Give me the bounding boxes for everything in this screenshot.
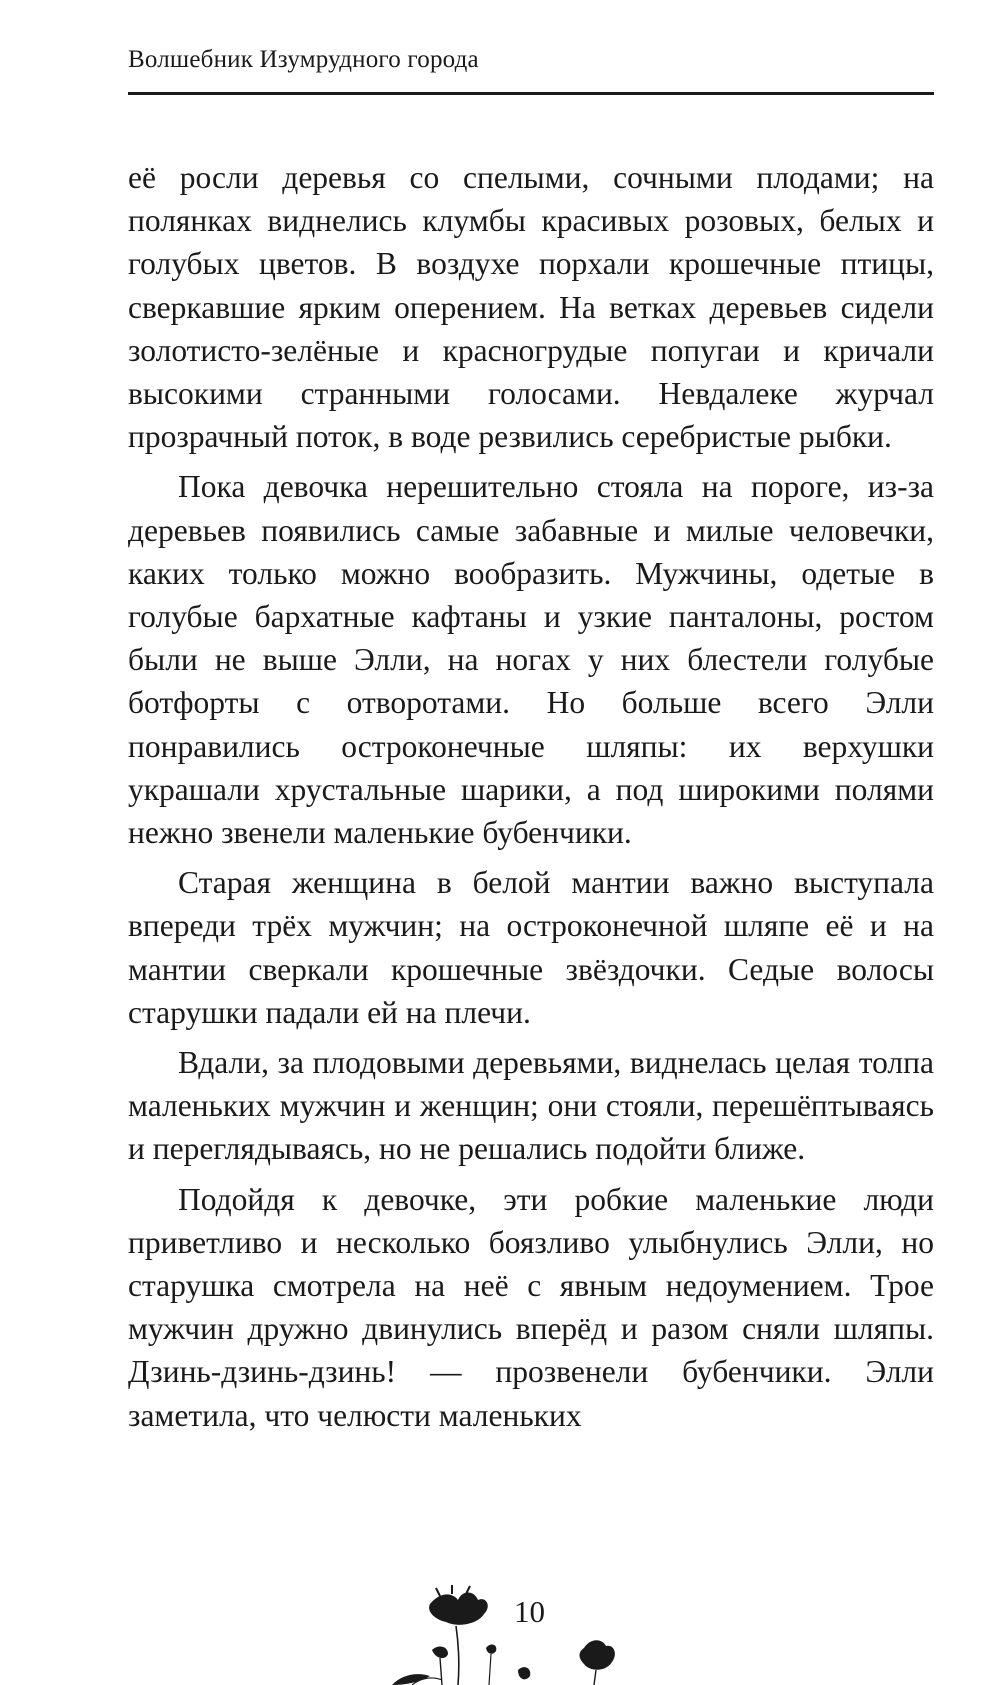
paragraph-2: Пока девочка нерешительно стояла на пороге, из-за деревьев появились самые забавные и милые человечки, каких только можно вообразить. Мужчины, одетые в голубые бархатные кафтаны и узкие панталоны, ростом были не выше Элли, на ногах у них блестели голубые ботфорты с отворотами. Но больше всего Элли понравились остроконечные шляпы: их верхушки украшали хрустальные шарики, а под широкими полями нежно звенели маленькие бубенчики.: [128, 469, 934, 851]
paragraph-3: Старая женщина в белой мантии важно выступала впереди трёх мужчин; на остроконечной шляпе её и на мантии сверкали крошечные звёздочки. Седые волосы старушки падали ей на плечи.: [128, 865, 934, 1030]
paragraph-1: её росли деревья со спелыми, сочными плодами; на полянках виднелись клумбы красивых розовых, белых и голубых цветов. В воздухе порхали крошечные птицы, сверкавшие ярким оперением. На ветках деревьев сидели золотисто-зелёные и красногрудые попугаи и кричали высокими странными голосами. Невдалеке журчал прозрачный поток, в воде резвились серебристые рыбки.: [128, 160, 934, 455]
paragraph-5: Подойдя к девочке, эти робкие маленькие люди приветливо и несколько боязливо улыбнулись Элли, но старушка смотрела на неё с явным недоумением. Трое мужчин дружно двинулись вперёд и разом сняли шляпы. Дзинь-дзинь-дзинь! — прозвенели бубенчики. Элли заметила, что челюсти маленьких: [128, 1181, 934, 1433]
bud-icon: [432, 1647, 448, 1685]
small-bud-icon: [486, 1644, 496, 1685]
paragraph-4: Вдали, за плодовыми деревьями, виднелась целая толпа маленьких мужчин и женщин; они стояли, перешёптываясь и переглядываясь, но не решались подойти ближе.: [128, 1045, 934, 1167]
flower-right-icon: [580, 1640, 615, 1685]
leaves-icon: [392, 1674, 442, 1685]
flower-left-icon: [429, 1585, 488, 1685]
page-number: 10: [514, 1594, 545, 1629]
header-rule: [128, 92, 934, 95]
bottom-bud-icon: [518, 1667, 530, 1679]
running-head: Волшебник Изумрудного города: [128, 46, 479, 73]
page-text: [128, 156, 934, 1444]
